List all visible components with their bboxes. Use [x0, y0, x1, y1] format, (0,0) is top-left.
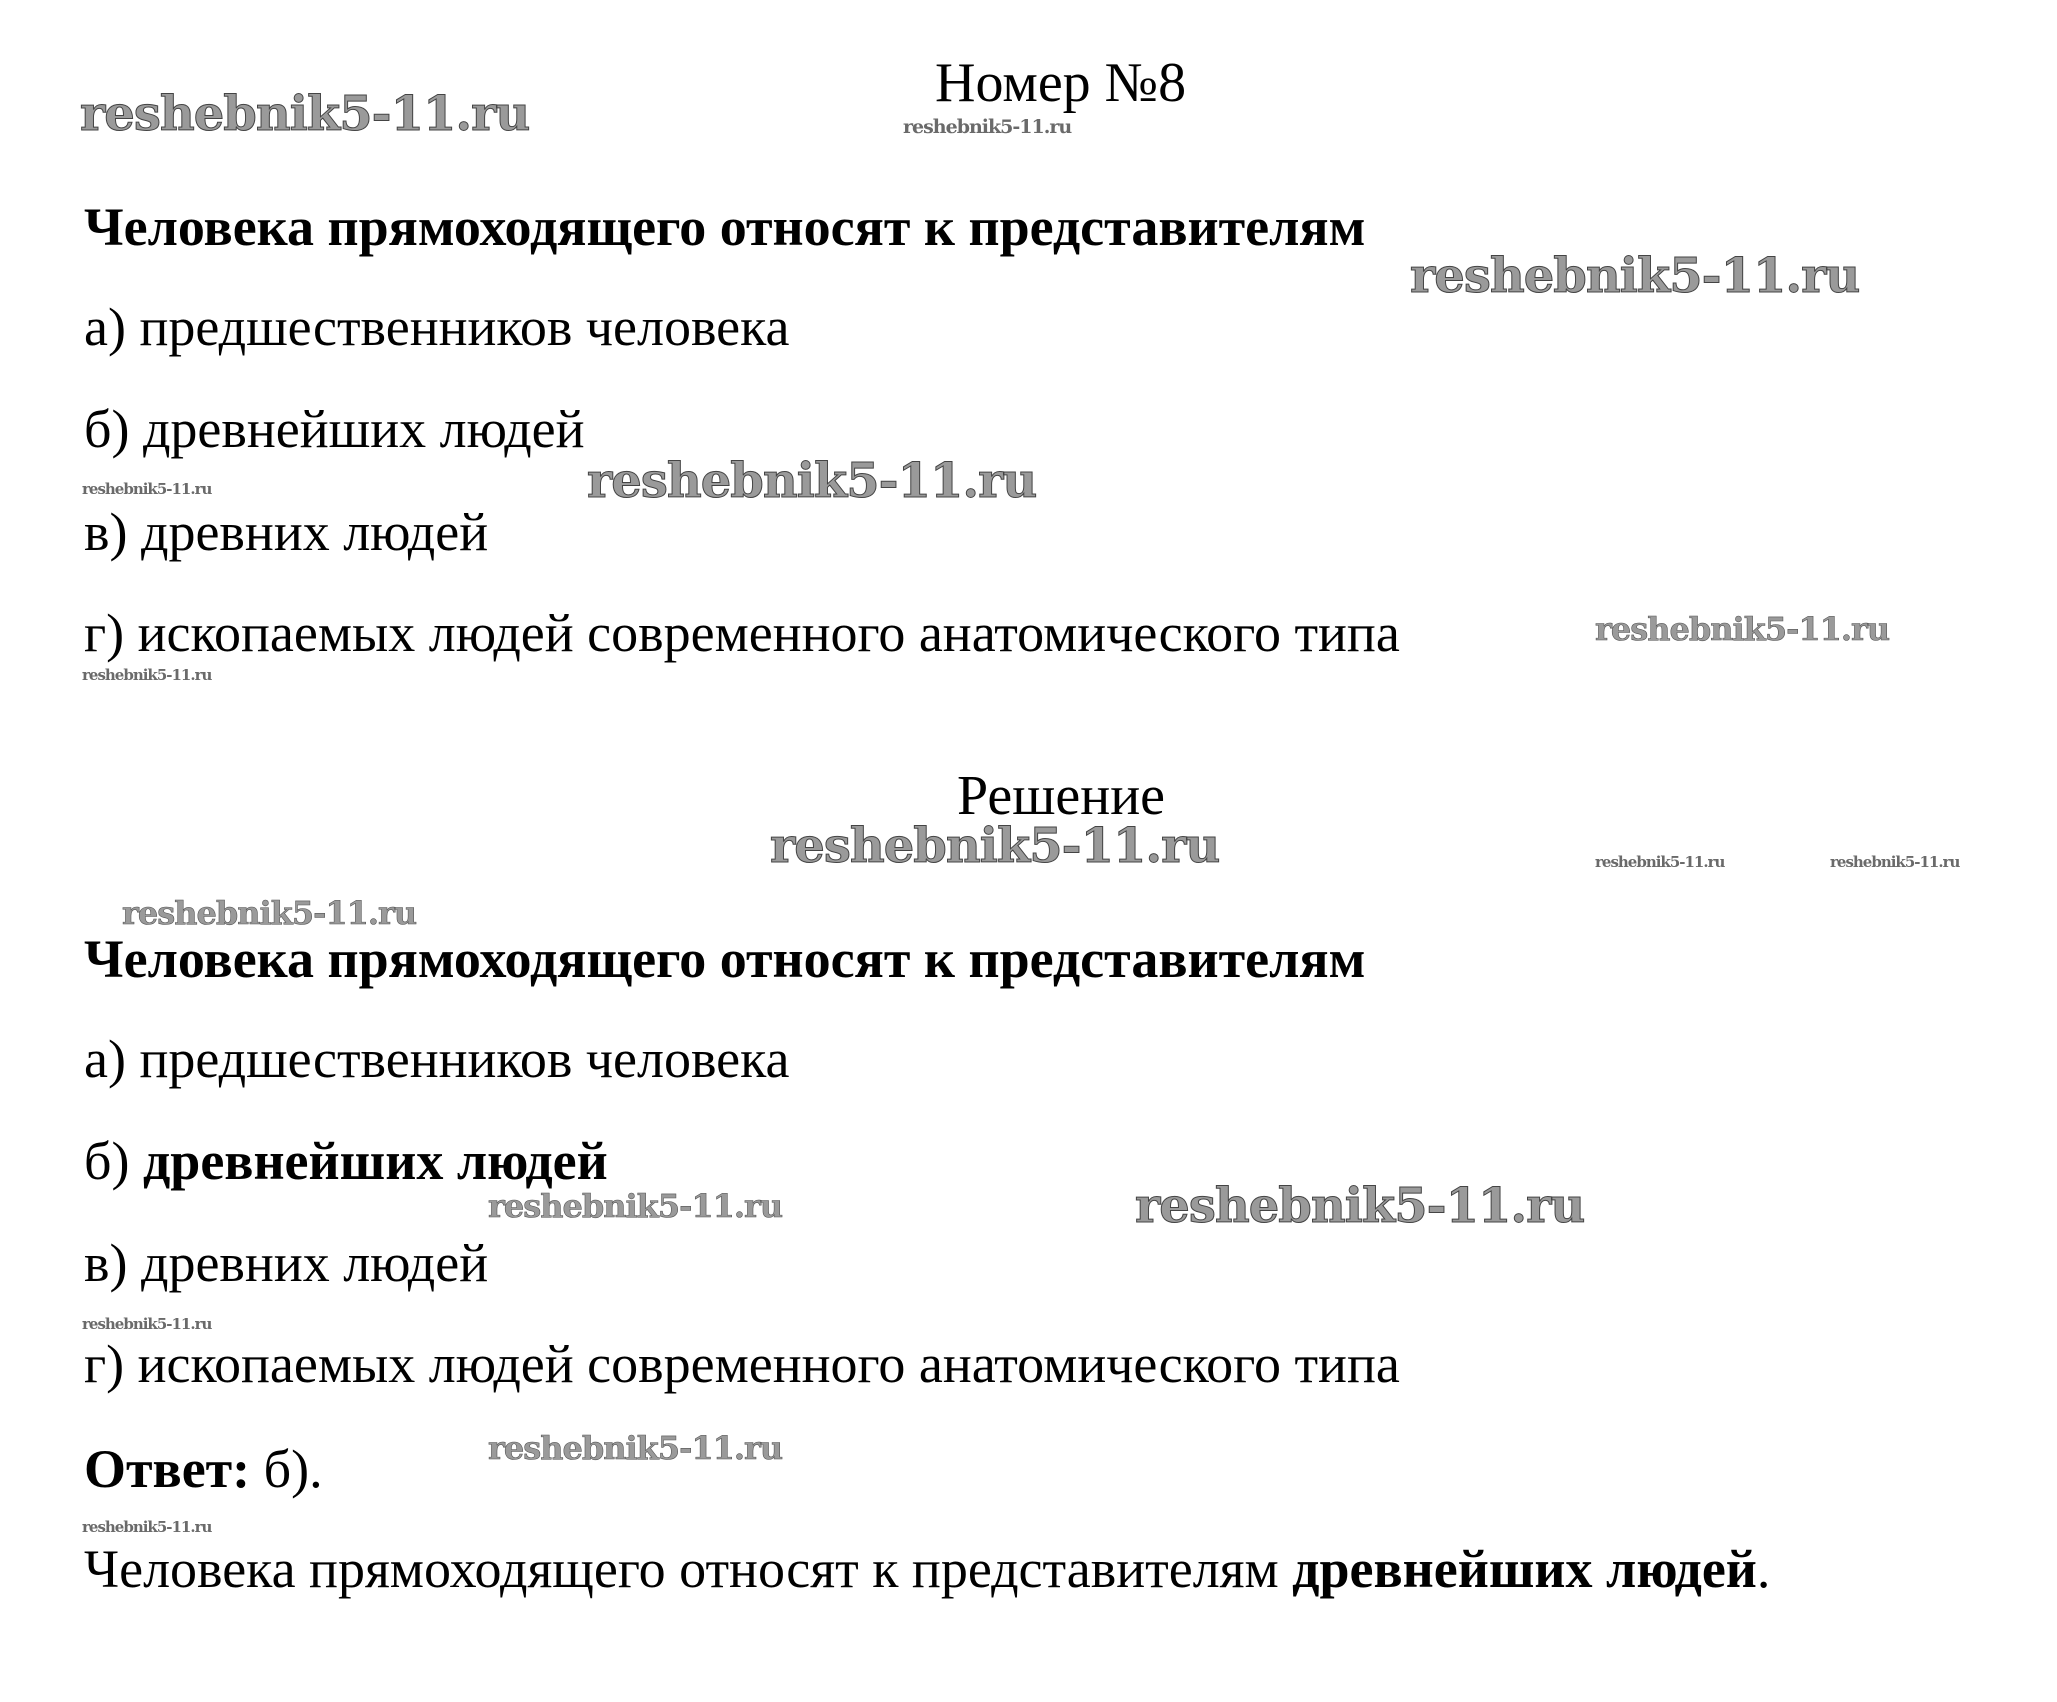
watermark: reshebnik5-11.ru [80, 86, 530, 142]
watermark: reshebnik5-11.ru [82, 480, 212, 498]
task-option-b: б) древнейших людей [84, 399, 585, 459]
conclusion-line: Человека прямоходящего относят к представителям древнейших людей. [84, 1539, 1771, 1599]
conclusion-highlight: древнейших людей [1292, 1539, 1757, 1599]
watermark: reshebnik5-11.ru [770, 818, 1220, 874]
watermark: reshebnik5-11.ru [1595, 610, 1890, 648]
answer-value: б). [250, 1439, 323, 1499]
watermark: reshebnik5-11.ru [82, 1518, 212, 1536]
watermark: reshebnik5-11.ru [587, 453, 1037, 509]
watermark: reshebnik5-11.ru [488, 1429, 783, 1467]
watermark: reshebnik5-11.ru [1830, 853, 1960, 871]
watermark: reshebnik5-11.ru [1410, 248, 1860, 304]
watermark: reshebnik5-11.ru [122, 894, 417, 932]
task-option-d: г) ископаемых людей современного анатомического типа [84, 603, 1400, 663]
correct-option-text: древнейших людей [142, 1131, 608, 1191]
watermark: reshebnik5-11.ru [1135, 1178, 1585, 1234]
task-option-c: в) древних людей [84, 502, 489, 562]
watermark: reshebnik5-11.ru [82, 666, 212, 684]
answer-label: Ответ: [84, 1439, 251, 1499]
solution-option-c: в) древних людей [84, 1233, 489, 1293]
task-question: Человека прямоходящего относят к представителям [84, 197, 1366, 257]
watermark: reshebnik5-11.ru [903, 116, 1072, 138]
solution-option-a: а) предшественников человека [84, 1029, 790, 1089]
watermark: reshebnik5-11.ru [82, 1315, 212, 1333]
page-title: Номер №8 [935, 52, 1187, 114]
answer-line [84, 1439, 323, 1499]
watermark: reshebnik5-11.ru [1595, 853, 1725, 871]
watermark: reshebnik5-11.ru [488, 1187, 783, 1225]
solution-option-b: б) древнейших людей [84, 1131, 608, 1191]
solution-heading: Решение [957, 765, 1166, 827]
task-option-a: а) предшественников человека [84, 297, 790, 357]
solution-question: Человека прямоходящего относят к представителям [84, 929, 1366, 989]
solution-option-d: г) ископаемых людей современного анатомического типа [84, 1334, 1400, 1394]
